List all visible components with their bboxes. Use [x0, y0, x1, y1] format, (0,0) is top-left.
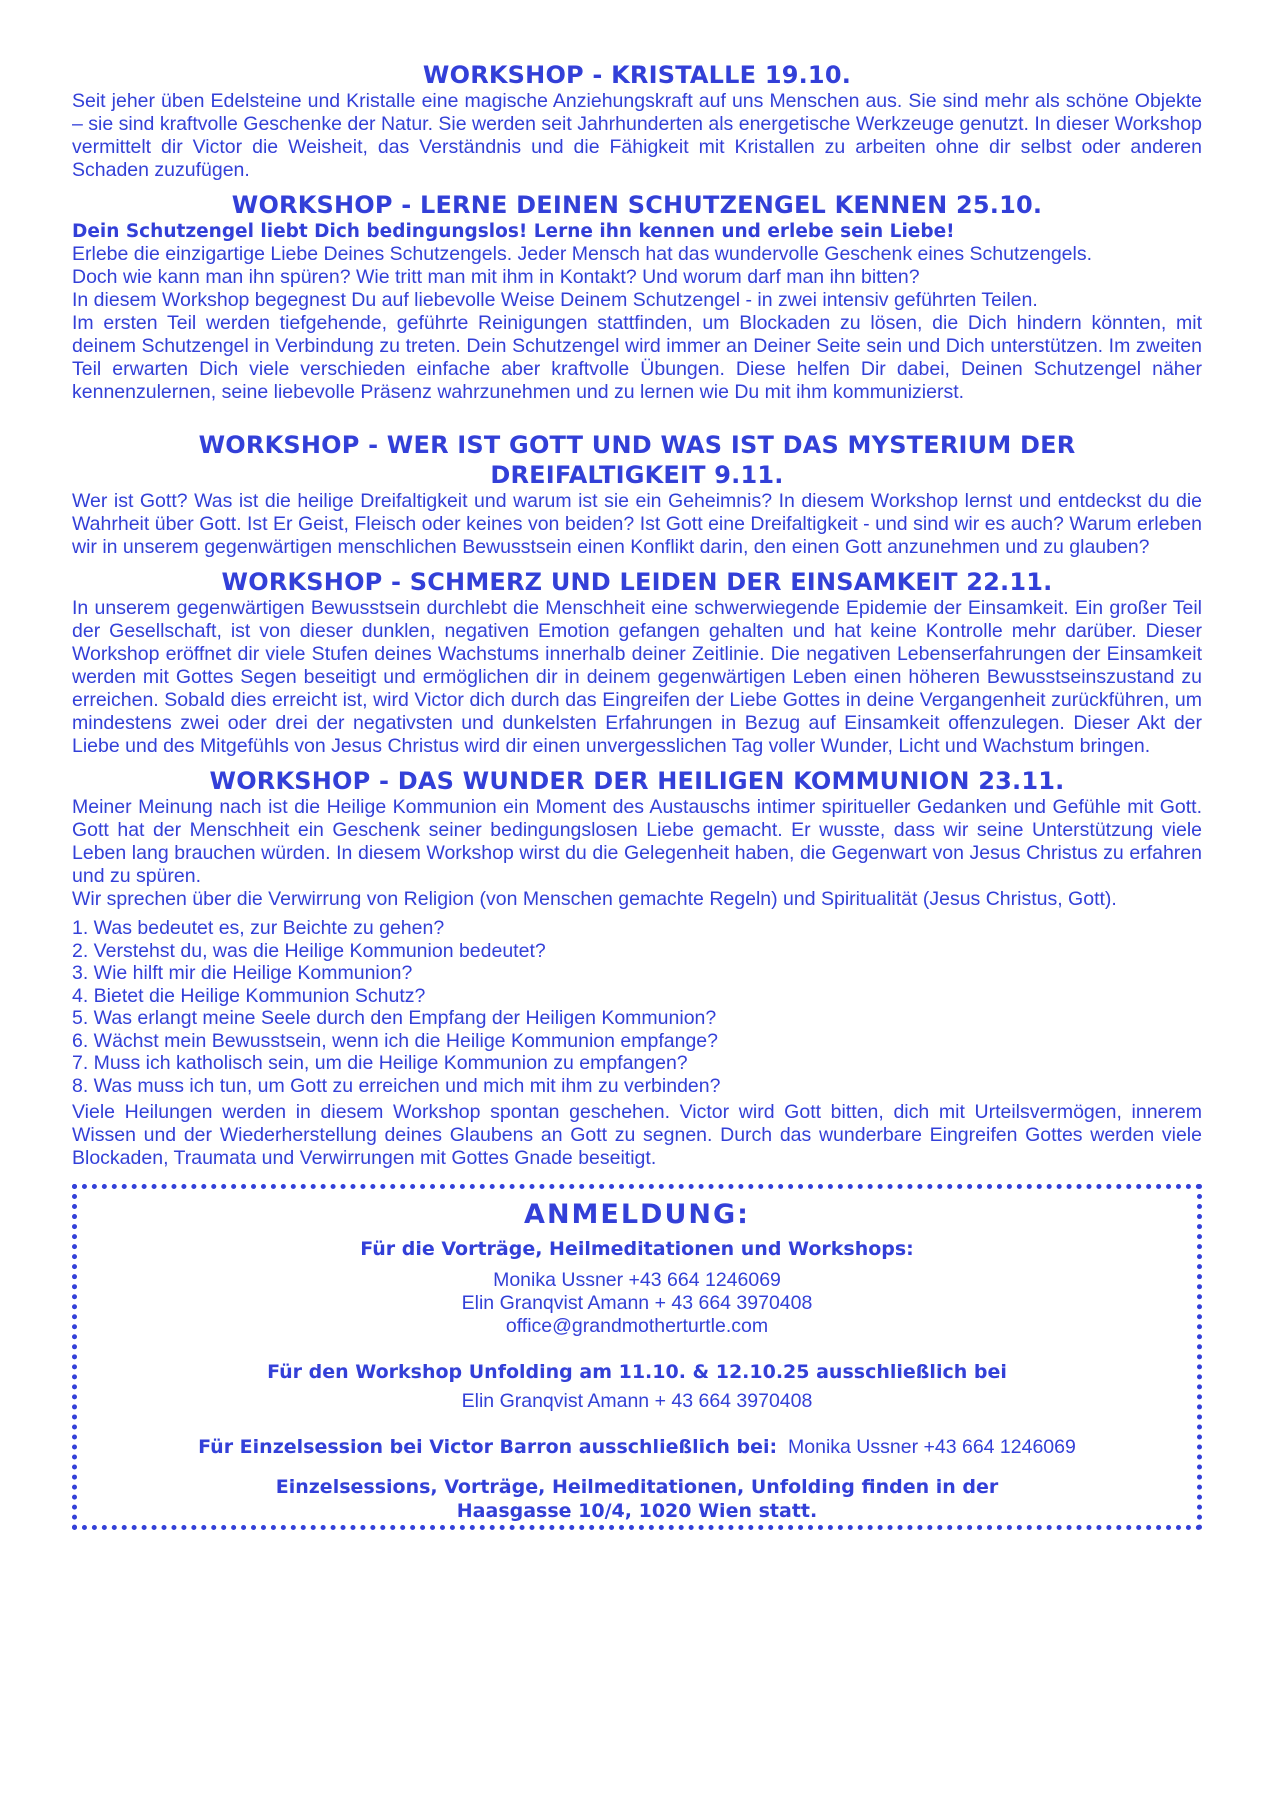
contact-elin-unfolding: Elin Granqvist Amann + 43 664 3970408: [461, 1390, 813, 1412]
registration-heading: ANMELDUNG:: [524, 1199, 750, 1230]
einzelsession-label: Für Einzelsession bei Victor Barron ausschließlich bei:: [198, 1436, 778, 1458]
list-item: 3. Wie hilft mir die Heilige Kommunion?: [72, 962, 413, 984]
location-line1: Einzelsessions, Vorträge, Heilmeditationen, Unfolding finden in der: [275, 1476, 999, 1498]
list-item: 2. Verstehst du, was die Heilige Kommunion bedeutet?: [72, 939, 546, 962]
workshop-kristalle: [72, 60, 1202, 182]
contact-monika-einzel: Monika Ussner +43 664 1246069: [788, 1436, 1076, 1458]
section-title: WORKSHOP - SCHMERZ UND LEIDEN DER EINSAMKEIT 22.11.: [221, 568, 1053, 596]
paragraph: Doch wie kann man ihn spüren? Wie tritt man mit ihm in Kontakt? Und worum darf man ihn bitten?: [72, 266, 920, 288]
email-link[interactable]: office@grandmotherturtle.com: [505, 1315, 769, 1337]
location-line2: Haasgasse 10/4, 1020 Wien statt.: [456, 1500, 818, 1522]
paragraph: Meiner Meinung nach ist die Heilige Kommunion ein Moment des Austauschs intimer spiritueller Gedanken und Gefühle mit Gott. Gott hat der Menschheit ein Geschenk seiner bedingungslosen Liebe gemacht. Er wusste, dass wir seine Unterstützung viele Leben lang brauchen würden. In diesem Workshop wirst du die Gelegenheit haben, die Gegenwart von Jesus Christus zu erfahren und zu spüren.: [72, 796, 1202, 887]
lead-text: Dein Schutzengel liebt Dich bedingungslos! Lerne ihn kennen und erlebe sein Liebe!: [72, 221, 955, 242]
paragraph: Seit jeher üben Edelsteine und Kristalle eine magische Anziehungskraft auf uns Menschen aus. Sie sind mehr als schöne Objekte – sie sind kraftvolle Geschenke der Natur. Sie werden seit Jahrhunderten als energetische Werkzeuge genutzt. In dieser Workshop vermittelt dir Victor die Weisheit, das Verständnis und die Fähigkeit mit Kristallen zu arbeiten ohne dir selbst oder anderen Schaden zuzufügen.: [72, 90, 1202, 181]
section-title-line2: DREIFALTIGKEIT 9.11.: [490, 461, 784, 489]
workshop-kommunion: [72, 766, 1202, 1170]
list-item: 7. Muss ich katholisch sein, um die Heilige Kommunion zu empfangen?: [72, 1052, 688, 1074]
workshop-schutzengel: [72, 190, 1202, 404]
einzelsession-row: [97, 1435, 1177, 1459]
registration-subheading: Für die Vorträge, Heilmeditationen und Workshops:: [360, 1238, 914, 1260]
unfolding-subheading: Für den Workshop Unfolding am 11.10. & 12.10.25 ausschließlich bei: [267, 1361, 1007, 1383]
section-title: WORKSHOP - KRISTALLE 19.10.: [422, 61, 852, 89]
contact-elin: Elin Granqvist Amann + 43 664 3970408: [461, 1292, 813, 1314]
contact-monika: Monika Ussner +43 664 1246069: [493, 1269, 781, 1291]
workshop-dreifaltigkeit: [72, 430, 1202, 559]
list-item: 8. Was muss ich tun, um Gott zu erreichen und mich mit ihm zu verbinden?: [72, 1074, 721, 1097]
list-item: 5. Was erlangt meine Seele durch den Empfang der Heiligen Kommunion?: [72, 1007, 717, 1029]
paragraph: In unserem gegenwärtigen Bewusstsein durchlebt die Menschheit eine schwerwiegende Epidemie der Einsamkeit. Ein großer Teil der Gesellschaft, ist von dieser dunklen, negativen Emotion gefangen gehalten und hat keine Kontrolle mehr darüber. Dieser Workshop eröffnet dir viele Stufen deines Wachstums innerhalb deiner Zeitlinie. Die negativen Lebenserfahrungen der Einsamkeit werden mit Gottes Segen beseitigt und ermöglichen dir in deinem gegenwärtigen Leben einen höheren Bewusstseinszustand zu erreichen. Sobald dies erreicht ist, wird Victor dich durch das Eingreifen der Liebe Gottes in deine Vergangenheit zurückführen, um mindestens zwei oder drei der negativsten und dunkelsten Erfahrungen in Bezug auf Einsamkeit offenzulegen. Dieser Akt der Liebe und des Mitgefühls von Jesus Christus wird dir einen unvergesslichen Tag voller Wunder, Licht und Wachstum bringen.: [72, 597, 1202, 757]
paragraph: Erlebe die einzigartige Liebe Deines Schutzengels. Jeder Mensch hat das wundervolle Geschenk eines Schutzengels.: [72, 243, 1093, 265]
closing-paragraph: Viele Heilungen werden in diesem Workshop spontan geschehen. Victor wird Gott bitten, dich mit Urteilsvermögen, innerem Wissen und der Wiederherstellung deines Glaubens an Gott zu segnen. Durch das wunderbare Eingreifen Gottes werden viele Blockaden, Traumata und Verwirrungen mit Gottes Gnade beseitigt.: [72, 1101, 1202, 1169]
registration-box: [72, 1184, 1202, 1530]
list-item: 6. Wächst mein Bewusstsein, wenn ich die Heilige Kommunion empfange?: [72, 1029, 718, 1052]
workshop-einsamkeit: [72, 567, 1202, 758]
section-title-line1: WORKSHOP - WER IST GOTT UND WAS IST DAS MYSTERIUM DER: [198, 431, 1076, 459]
question-list: [72, 917, 1202, 1097]
paragraph: Wir sprechen über die Verwirrung von Religion (von Menschen gemachte Regeln) und Spiritualität (Jesus Christus, Gott).: [72, 888, 1117, 910]
paragraph: Im ersten Teil werden tiefgehende, geführte Reinigungen stattfinden, um Blockaden zu lösen, die Dich hindern könnten, mit deinem Schutzengel in Verbindung zu treten. Dein Schutzengel wird immer an Deiner Seite sein und Dich unterstützen. Im zweiten Teil erwarten Dich viele verschieden einfache aber kraftvolle Übungen. Diese helfen Dir dabei, Deinen Schutzengel näher kennenzulernen, seine liebevolle Präsenz wahrzunehmen und zu lernen wie Du mit ihm kommunizierst.: [72, 312, 1202, 403]
list-item: 4. Bietet die Heilige Kommunion Schutz?: [72, 984, 426, 1007]
paragraph: Wer ist Gott? Was ist die heilige Dreifaltigkeit und warum ist sie ein Geheimnis? In diesem Workshop lernst und entdeckst du die Wahrheit über Gott. Ist Er Geist, Fleisch oder keines von beiden? Ist Gott eine Dreifaltigkeit - und sind wir es auch? Warum erleben wir in unserem gegenwärtigen menschlichen Bewusstsein einen Konflikt darin, den einen Gott anzunehmen und zu glauben?: [72, 490, 1202, 558]
paragraph: In diesem Workshop begegnest Du auf liebevolle Weise Deinem Schutzengel - in zwei intensiv geführten Teilen.: [72, 289, 1038, 311]
list-item: 1. Was bedeutet es, zur Beichte zu gehen?: [72, 917, 445, 939]
section-title: WORKSHOP - LERNE DEINEN SCHUTZENGEL KENNEN 25.10.: [231, 191, 1043, 219]
section-title: WORKSHOP - DAS WUNDER DER HEILIGEN KOMMUNION 23.11.: [209, 767, 1065, 795]
